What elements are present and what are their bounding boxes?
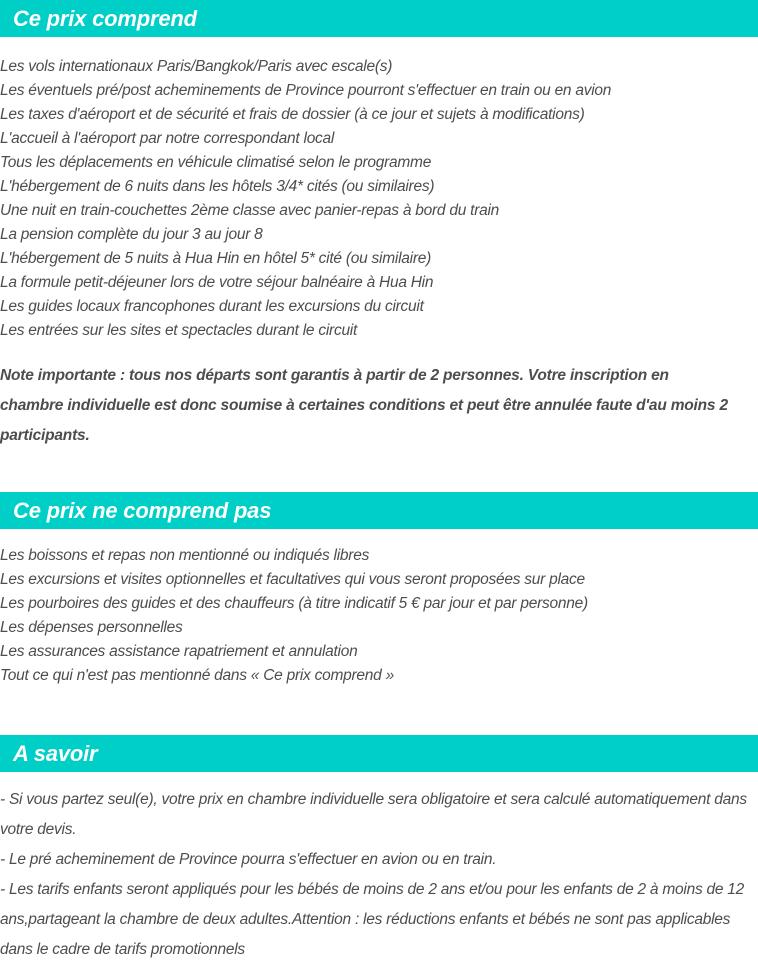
list-item: Les assurances assistance rapatriement et annulation <box>0 643 358 660</box>
important-note: Note importante : tous nos départs sont garantis à partir de 2 personnes. Votre inscription en chambre individuelle est donc soumise à certaines conditions et peut être annulée faute d'au moins 2 participants. <box>0 367 728 444</box>
list-item: Les entrées sur les sites et spectacles durant le circuit <box>0 322 358 339</box>
spacer <box>0 688 758 735</box>
paragraph: - Le pré acheminement de Province pourra s'effectuer en avion ou en train. <box>0 851 497 868</box>
list-item: Les boissons et repas non mentionné ou indiqués libres <box>0 547 370 564</box>
spacer <box>0 37 758 55</box>
list-item: La formule petit-déjeuner lors de votre séjour balnéaire à Hua Hin <box>0 274 434 291</box>
list-item: Les excursions et visites optionnelles et facultatives qui vous seront proposées sur place <box>0 571 585 588</box>
section-title-included: Ce prix comprend <box>13 5 197 31</box>
spacer <box>0 772 758 785</box>
section-header-good-to-know <box>0 735 758 772</box>
spacer <box>0 343 748 361</box>
section-header-not-included <box>0 492 758 529</box>
section-title-good-to-know: A savoir <box>13 740 98 766</box>
list-item: Les taxes d'aéroport et de sécurité et frais de dossier (à ce jour et sujets à modifications) <box>0 106 585 123</box>
list-item: L'accueil à l'aéroport par notre correspondant local <box>0 130 335 147</box>
list-item: L'hébergement de 5 nuits à Hua Hin en hôtel 5* cité (ou similaire) <box>0 250 432 267</box>
section-body-good-to-know <box>0 785 758 965</box>
list-item: Les éventuels pré/post acheminements de Province pourront s'effectuer en train ou en avion <box>0 82 612 99</box>
list-item: Les vols internationaux Paris/Bangkok/Paris avec escale(s) <box>0 58 393 75</box>
paragraph: - Les tarifs enfants seront appliqués pour les bébés de moins de 2 ans et/ou pour les enfants de 2 à moins de 12 ans,partageant la chambre de deux adultes.Attention : les réductions enfants et bébés ne sont pas applicables dans le cadre de tarifs promotionnels <box>0 881 745 958</box>
list-item: Une nuit en train-couchettes 2ème classe avec panier-repas à bord du train <box>0 202 500 219</box>
list-item: Tout ce qui n'est pas mentionné dans « Ce prix comprend » <box>0 667 394 684</box>
list-item: Tous les déplacements en véhicule climatisé selon le programme <box>0 154 432 171</box>
list-item: Les dépenses personnelles <box>0 619 183 636</box>
list-item: Les guides locaux francophones durant les excursions du circuit <box>0 298 424 315</box>
list-item: Les pourboires des guides et des chauffeurs (à titre indicatif 5 € par jour et par personne) <box>0 595 588 612</box>
spacer <box>0 451 758 492</box>
spacer <box>0 529 758 544</box>
list-item: L'hébergement de 6 nuits dans les hôtels 3/4* cités (ou similaires) <box>0 178 435 195</box>
section-body-not-included <box>0 544 758 688</box>
paragraph: - Si vous partez seul(e), votre prix en chambre individuelle sera obligatoire et sera calculé automatiquement dans votre devis. <box>0 791 747 838</box>
section-body-included <box>0 55 758 451</box>
section-title-not-included: Ce prix ne comprend pas <box>13 497 272 523</box>
list-item: La pension complète du jour 3 au jour 8 <box>0 226 263 243</box>
section-header-included <box>0 0 758 37</box>
